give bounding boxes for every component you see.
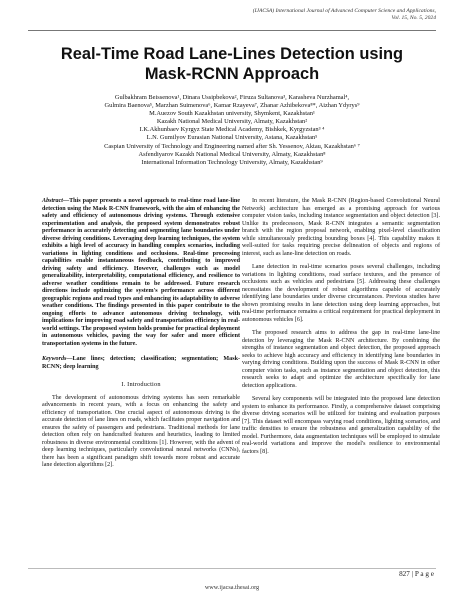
body-paragraph-3: The proposed research aims to address the gap in real-time lane-line detection by leveraging the Mask R-CNN architecture. By combining the strengths of instance segmentation and object detection, the proposed approach seeks to achieve high accuracy and efficiency in identifying lane boundaries in varying driving conditions. Building upon the success of Mask R-CNN in other computer vision tasks, such as instance segmentation and object detection, this research seeks to adapt and optimize the architecture specifically for lane detection applications. xyxy=(242,330,440,389)
body-paragraph-4: Several key components will be integrated into the proposed lane detection system to enhance its performance. Firstly, a comprehensive dataset comprising diverse driving scenarios will be utilized for training and evaluation purposes [7]. This dataset will encompass varying road conditions, lighting scenarios, and traffic densities to ensure the robustness and generalization capability of the model. Furthermore, data augmentation techniques will be employed to simulate real-world variations and improve the model's resilience to environmental factors [8]. xyxy=(242,396,440,455)
affiliation-3: I.K.Akhunbaev Kyrgyz State Medical Academy, Bishkek, Kyrgyzstan³ ⁴ xyxy=(139,126,325,134)
affiliation-1: M.Auezov South Kazakhstan university, Shymkent, Kazakhstan¹ xyxy=(149,110,315,118)
journal-header xyxy=(136,8,436,21)
intro-paragraph-1: The development of autonomous driving systems has seen remarkable advancements in recent years, with a focus on enhancing the safety and efficiency of transportation. One crucial aspect of autonomous driving is the accurate detection of lane lines on roads, which facilitates proper navigation and ensures the safety of passengers and pedestrians. Traditional methods for lane detection often rely on handcrafted features and heuristics, leading to limited robustness in diverse environmental conditions [1]. However, with the advent of deep learning techniques, particularly convolutional neural networks (CNNs), there has been a significant paradigm shift towards more robust and accurate lane detection algorithms [2]. xyxy=(42,394,240,468)
affiliation-7: International Information Technology University, Almaty, Kazakhstan⁹ xyxy=(141,158,323,166)
affiliation-5: Caspian University of Technology and Engineering named after Sh. Yessenov, Aktau, Kazakhstan⁶ ⁷ xyxy=(104,142,360,150)
footer-divider xyxy=(28,568,436,569)
abstract xyxy=(42,198,240,348)
keywords-text: —Lane lines; detection; classification; segmentation; Mask-RCNN; deep learning xyxy=(42,356,240,370)
page-number: 827 | P a g e xyxy=(399,570,434,578)
header-divider xyxy=(28,30,436,31)
abstract-text: —This paper presents a novel approach to real-time road lane-line detection using the Mask R-CNN framework, with the aim of enhancing the safety and efficiency of autonomous driving systems. Through extensive experimentation and analysis, the proposed system demonstrates robust performance in accurately detecting and segmenting lane boundaries under diverse driving conditions. Leveraging deep learning techniques, the system exhibits a high level of accuracy in handling complex scenarios, including variations in lighting conditions and occlusions. Real-time processing capabilities enable instantaneous feedback, contributing to improved driving safety and efficiency. However, challenges such as model generalizability, interpretability, computational efficiency, and resilience to adverse weather conditions remain to be addressed. Future research directions include optimizing the system's performance across different geographic regions and road types and enhancing its adaptability to adverse weather conditions. The findings presented in this paper contribute to the ongoing efforts to advance autonomous driving technology, with implications for improving road safety and transportation efficiency in real-world settings. The proposed system holds promise for practical deployment in autonomous vehicles, paving the way for safer and more efficient transportation systems in the future. xyxy=(42,198,240,347)
abstract-label: Abstract xyxy=(42,198,63,204)
keywords-label: Keywords xyxy=(42,356,67,362)
journal-line-1: (IJACSA) International Journal of Advanced Computer Science and Applications, xyxy=(252,8,436,14)
body-paragraph-1: In recent literature, the Mask R-CNN (Region-based Convolutional Neural Network) architecture has emerged as a promising approach for various computer vision tasks, including instance segmentation and object detection [3]. Unlike its predecessors, Mask R-CNN integrates a semantic segmentation branch with the region proposal network, enabling pixel-level classification while simultaneously predicting bounding boxes [4]. This capability makes it well-suited for tasks requiring precise delineation of objects and regions of interest, such as lane-line detection on roads. xyxy=(242,198,440,257)
author-block xyxy=(40,94,424,167)
authors-line-1: Gulbakhram Beissenova¹, Dinara Ussipbekova², Firuza Sultanova³, Karasheva Nurzhamal⁴, xyxy=(114,94,350,101)
left-column xyxy=(42,198,240,476)
affiliation-6: Asfendiyarov Kazakh National Medical University, Almaty, Kazakhstan⁸ xyxy=(138,150,326,158)
section-heading-introduction: I. Introduction xyxy=(121,381,161,388)
right-column xyxy=(242,198,440,462)
affiliation-2: Kazakh National Medical University, Almaty, Kazakhstan² xyxy=(156,118,308,126)
paper-title: Real-Time Road Lane-Lines Detection using Mask-RCNN Approach xyxy=(60,45,404,83)
body-paragraph-2: Lane detection in real-time scenarios poses several challenges, including variations in lighting conditions, road surface textures, and the presence of occlusions such as vehicles and pedestrians [5]. Addressing these challenges necessitates the development of robust algorithms capable of accurately identifying lane boundaries under diverse circumstances. Previous studies have shown promising results in lane detection using deep learning approaches, but real-time performance remains a critical requirement for practical deployment in autonomous vehicles [6]. xyxy=(242,264,440,323)
keywords xyxy=(42,356,240,371)
affiliation-4: L.N. Gumilyov Eurasian National University, Astana, Kazakhstan⁵ xyxy=(146,134,318,142)
journal-line-2: Vol. 15, No. 5, 2024 xyxy=(391,14,436,21)
journal-url: www.ijacsa.thesai.org xyxy=(204,584,260,591)
authors-line-2: Gulmira Baenova⁵, Marzhan Suimenova⁶, Kamar Rzayeva⁷, Zhanar Azhibekova⁸*, Aizhan Ydyrys⁹ xyxy=(104,102,360,110)
